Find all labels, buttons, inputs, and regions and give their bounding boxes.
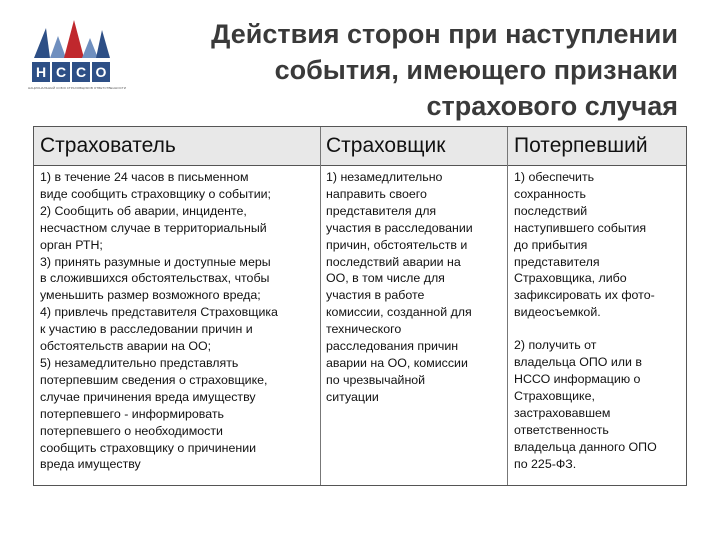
insurer-line: участия в расследовании [326,220,473,235]
insurer-line: участия в работе [326,288,425,303]
title-line-2: события, имеющего признаки [274,55,678,85]
insured-line: вреда имуществу [40,457,141,472]
victim-line: 1) обеспечить [514,170,595,184]
insurer-line: ситуации [326,389,379,404]
insurer-line: ОО, в том числе для [326,271,445,286]
insured-line: 3) принять разумные и доступные меры [40,254,271,269]
logo-subtitle: НАЦИОНАЛЬНЫЙ СОЮЗ СТРАХОВЩИКОВ ОТВЕТСТВЕННОСТИ [28,86,126,90]
insurer-line: по чрезвычайной [326,372,426,387]
header-victim: Потерпевший [514,134,648,157]
insurer-line: расследования причин [326,339,459,354]
nsso-logo-graphic [28,14,116,86]
insured-line: 5) незамедлительно представлять [40,355,239,370]
column-divider-2 [507,127,508,485]
insurer-line: причин, обстоятельств и [326,237,468,252]
title-line-1: Действия сторон при наступлении [211,19,678,49]
victim-line: представителя [514,254,600,269]
insured-line: к участию в расследовании причин и [40,322,253,337]
insurer-line: аварии на ОО, комиссии [326,355,468,370]
victim-actions [514,169,684,472]
victim-line: до прибытия [514,237,588,252]
victim-line: НССО информацию о [514,371,641,386]
insured-line: обстоятельств аварии на ОО; [40,339,212,354]
victim-line: Страховщика, либо [514,271,627,286]
insurer-line: направить своего [326,186,427,201]
victim-line: 2) получить от [514,338,597,353]
victim-line: зафиксировать их фото- [514,288,655,303]
table-header-row [34,127,686,166]
victim-line: по 225-ФЗ. [514,456,577,471]
insured-line: виде сообщить страховщику о событии; [40,186,271,201]
insurer-actions [326,169,504,406]
nsso-logo [28,14,126,96]
victim-line: сохранность [514,186,586,201]
insured-line: 1) в течение 24 часов в письменном [40,170,249,184]
logo-letter-4: О [95,64,107,80]
insured-line: случае причинения вреда имуществу [40,389,256,404]
victim-line: видеосъемкой. [514,305,601,320]
header-insured: Страхователь [40,134,176,157]
paragraph-gap [514,321,684,337]
insured-line: уменьшить размер возможного вреда; [40,288,261,303]
insurer-line: представителя для [326,203,437,218]
insured-line: несчастном случае в территориальный [40,220,267,235]
logo-shape-mid-right [82,38,98,58]
insured-line: орган РТН; [40,237,103,252]
victim-line: ответственность [514,422,609,437]
insurer-line: комиссии, созданной для [326,305,472,320]
logo-shape-center [64,20,84,58]
insurer-line: 1) незамедлительно [326,170,443,184]
insured-line: потерпевшим сведения о страховщике, [40,372,268,387]
victim-line: наступившего события [514,220,647,235]
logo-letter-3: С [75,64,87,80]
victim-line: застраховавшем [514,405,611,420]
insured-line: в сложившихся обстоятельствах, чтобы [40,271,270,286]
column-divider-1 [320,127,321,485]
insured-line: сообщить страховщику о причинении [40,440,257,455]
title-line-3: страхового случая [426,91,678,121]
insured-line: 2) Сообщить об аварии, инциденте, [40,203,247,218]
victim-line: владельца данного ОПО [514,439,657,454]
logo-letter-2: С [55,64,67,80]
insured-actions [40,169,318,473]
insurer-line: технического [326,322,402,337]
logo-shape-mid-left [50,36,66,58]
logo-letter-1: Н [35,64,47,80]
actions-table [33,126,687,486]
insurer-line: последствий аварии на [326,254,461,269]
insured-line: 4) привлечь представителя Страховщика [40,305,278,320]
insured-line: потерпевшего о необходимости [40,423,223,438]
header-insurer: Страховщик [326,134,446,157]
victim-line: Страховщике, [514,388,595,403]
insured-line: потерпевшего - информировать [40,406,224,421]
logo-shape-left [34,28,50,58]
victim-line: последствий [514,203,588,218]
victim-line: владельца ОПО или в [514,355,642,370]
logo-shape-right [96,30,110,58]
slide-title [158,16,678,124]
